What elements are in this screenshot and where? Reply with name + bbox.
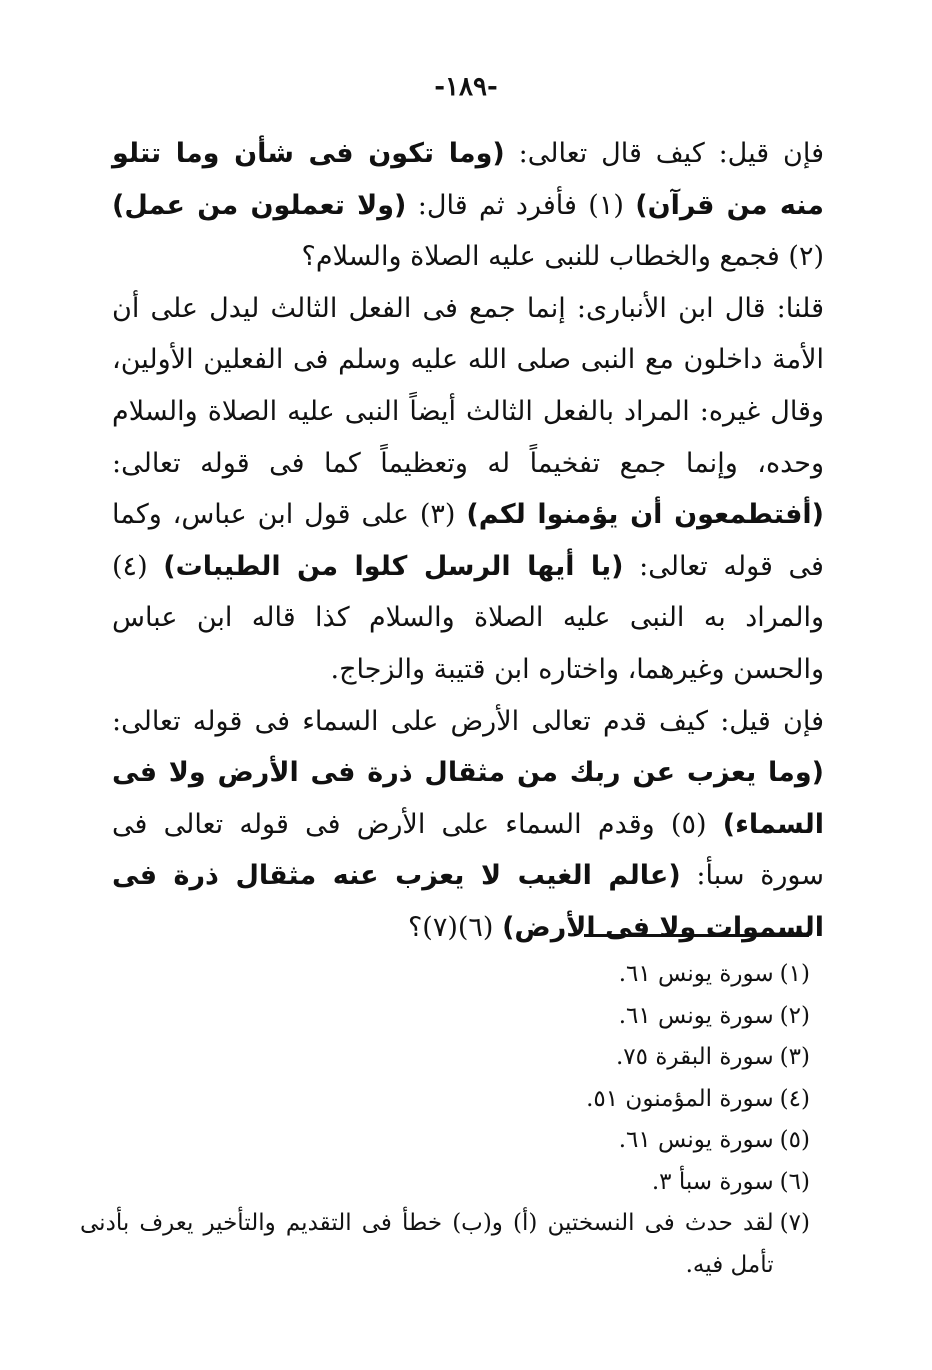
text-run: فإن قيل: كيف قال تعالى: [518, 138, 825, 169]
footnote-divider [584, 934, 809, 937]
footnote-text: سورة يونس ٦١. [618, 1127, 774, 1153]
footnote-7 [80, 1203, 810, 1286]
main-text [112, 128, 824, 954]
paragraph-2 [112, 283, 824, 696]
quran-quote: (وما تكون فى شأن وما تتلو منه من قرآن) [112, 138, 824, 221]
footnote-number: (٤) [779, 1085, 810, 1112]
text-run: (١) فأفرد ثم قال: [417, 189, 624, 221]
quran-quote: (ولا تعملون من عمل) [112, 189, 407, 221]
text-run: (٢) فجمع والخطاب للنبى عليه الصلاة والسلام؟ [301, 241, 824, 273]
paragraph-1 [112, 128, 824, 283]
text-run: قلنا: قال ابن الأنبارى: إنما جمع فى الفعل الثالث ليدل على أن الأمة داخلون مع النبى صلى الله عليه وسلم فى الفعلين الأولين، وقال غيره: المراد بالفعل الثالث أيضاً النبى عليه الصلاة والسلام وحده، وإنما جمع تفخيماً له وتعظيماً كما فى قوله تعالى: [112, 292, 824, 479]
footnote-3 [80, 1037, 810, 1079]
footnote-number: (٥) [779, 1127, 810, 1153]
footnote-text: سورة سبأ ٣. [651, 1168, 774, 1195]
text-run: فإن قيل: كيف قدم تعالى الأرض على السماء فى قوله تعالى: [112, 705, 824, 737]
quran-quote: (عالم الغيب لا يعزب عنه مثقال ذرة فى السموات ولا فى الأرض) [112, 860, 824, 943]
text-run: (٤) والمراد به النبى عليه الصلاة والسلام كذا قاله ابن عباس والحسن وغيرهما، واختاره ابن قتيبة والزجاج. [112, 550, 824, 685]
footnote-5 [80, 1120, 810, 1162]
paragraph-3 [112, 696, 824, 954]
footnote-text: سورة يونس ٦١. [618, 961, 774, 987]
footnote-6 [80, 1162, 810, 1204]
footnote-4 [80, 1079, 810, 1121]
footnote-number: (١) [779, 961, 810, 987]
footnote-number: (٧) [779, 1210, 810, 1236]
page-number: -١٨٩- [434, 72, 498, 102]
text-run: (٦)(٧)؟ [407, 911, 494, 943]
footnote-number: (٣) [779, 1044, 810, 1070]
footnote-text: سورة المؤمنون ٥١. [586, 1085, 774, 1112]
footnote-number: (٢) [779, 1002, 810, 1029]
quran-quote: (وما يعزب عن ربك من مثقال ذرة فى الأرض ولا فى السماء) [112, 757, 824, 840]
footnotes [80, 954, 810, 1286]
footnote-text: لقد حدث فى النسختين (أ) و(ب) خطأ فى التقديم والتأخير يعرف بأدنى تأمل فيه. [80, 1210, 774, 1278]
footnote-text: سورة البقرة ٧٥. [615, 1044, 774, 1070]
footnote-text: سورة يونس ٦١. [618, 1002, 774, 1029]
footnote-1 [80, 954, 810, 996]
quran-quote: (أفتطمعون أن يؤمنوا لكم) [466, 499, 824, 531]
text-run: (٣) على قول ابن عباس، وكما فى قوله تعالى: [112, 499, 824, 582]
text-run: (٥) وقدم السماء على الأرض فى قوله تعالى فى سورة سبأ: [112, 808, 825, 892]
quran-quote: (يا أيها الرسل كلوا من الطيبات) [163, 550, 624, 582]
footnote-number: (٦) [779, 1168, 810, 1195]
footnote-2 [80, 996, 810, 1038]
